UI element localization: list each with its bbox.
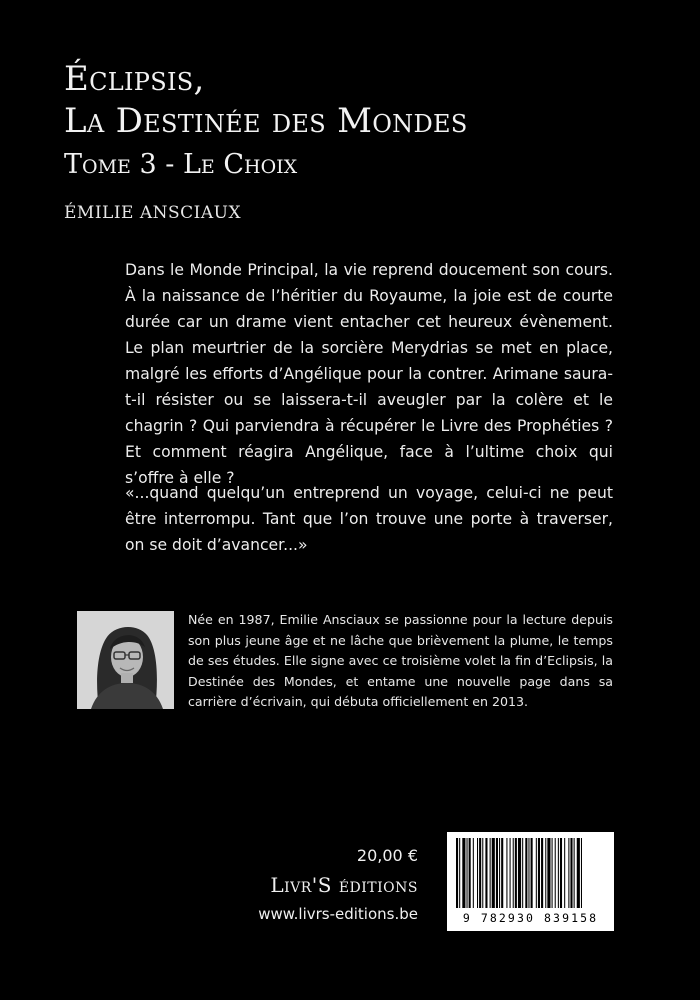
quote-paragraph: «...quand quelqu’un entreprend un voyage, celui-ci ne peut être interrompu. Tant que l’on trouve une porte à traverser, on se doit d’avancer...»: [125, 484, 613, 554]
publisher-website: www.livrs-editions.be: [258, 905, 418, 923]
isbn-barcode: [447, 832, 614, 931]
author-name: ÉMILIE ANSCIAUX: [64, 203, 242, 223]
title-block: [64, 58, 624, 182]
tome-subtitle: Tome 3 - Le Choix: [64, 149, 298, 180]
author-bio: Née en 1987, Emilie Ansciaux se passionne pour la lecture depuis son plus jeune âge et ne lâche que brièvement la plume, le temps de ses études. Elle signe avec ce troisième volet la fin d’Eclipsis, la Destinée des Mondes, et entame une nouvelle page dans sa carrière d’écrivain, qui débuta officiellement en 2013.: [188, 612, 613, 709]
book-title-line-2: La Destinée des Mondes: [64, 101, 468, 141]
isbn-number: 9 782930 839158: [462, 911, 599, 925]
barcode-icon: [447, 832, 614, 912]
price-label: 20,00 €: [356, 846, 418, 865]
book-title-line-1: Éclipsis,: [64, 59, 205, 99]
publisher-name: Livr'S éditions: [270, 873, 418, 897]
author-portrait-icon: [77, 611, 174, 709]
synopsis-paragraph: Dans le Monde Principal, la vie reprend doucement son cours. À la naissance de l’héritier du Royaume, la joie est de courte durée car un drame vient entacher cet heureux évènement. Le plan meurtrier de la sorcière Merydrias se met en place, malgré les efforts d’Angélique pour la contrer. Arimane saura-t-il résister ou se laissera-t-il aveugler par la colère et le chagrin ? Qui parviendra à récupérer le Livre des Prophéties ? Et comment réagira Angélique, face à l’ultime choix qui s’offre à elle ?: [125, 261, 613, 487]
author-photo: [77, 611, 174, 709]
